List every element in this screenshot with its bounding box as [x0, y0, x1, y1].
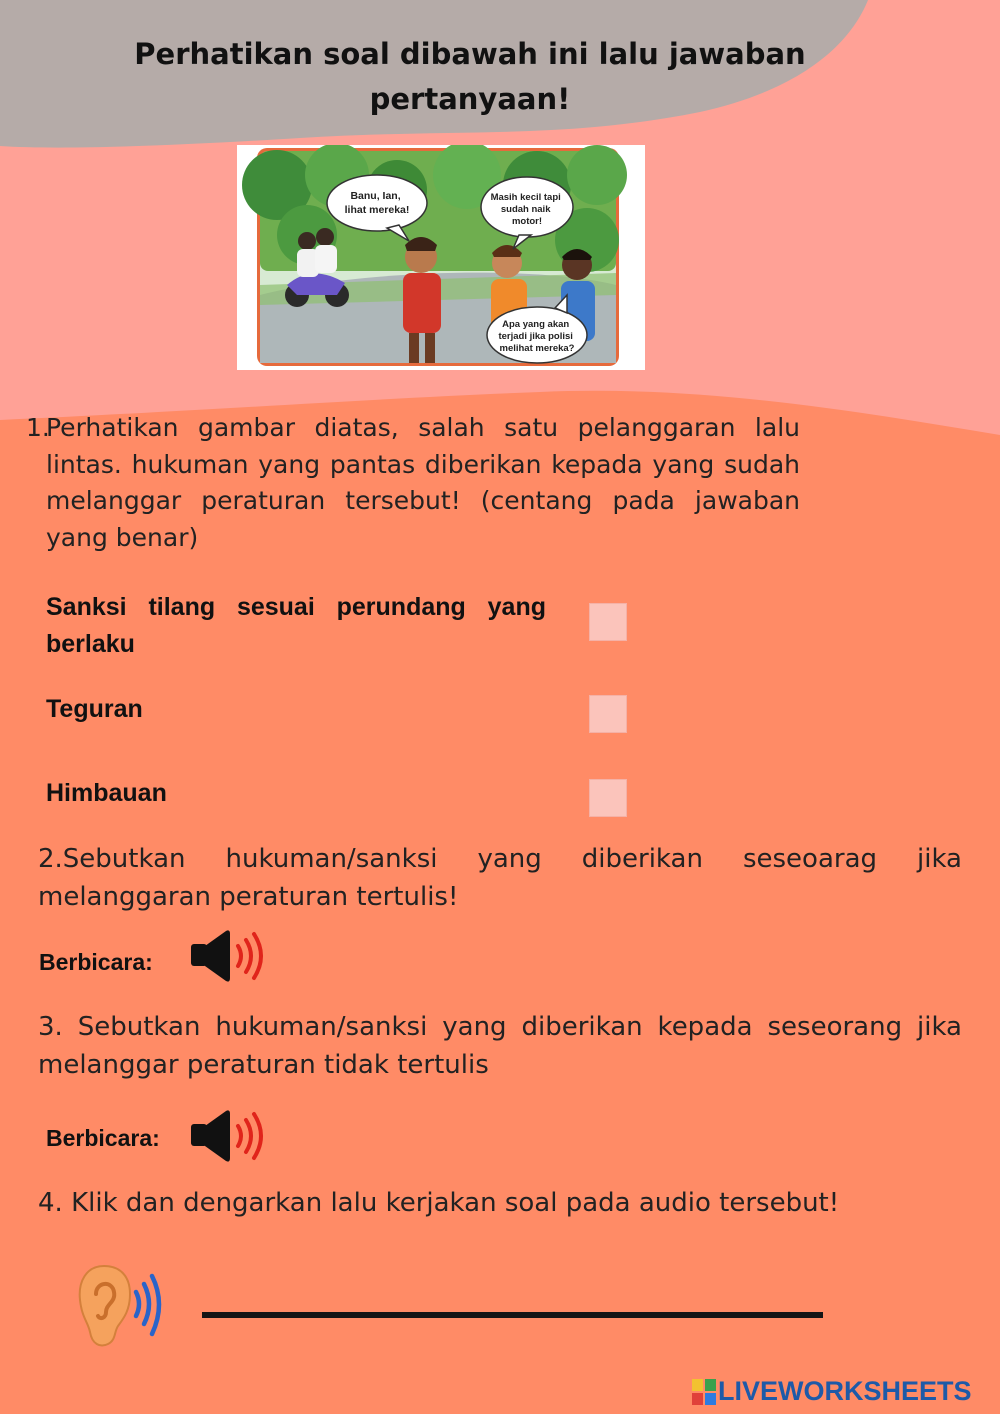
option-teguran: Teguran — [46, 695, 143, 723]
question-3-text: 3. Sebutkan hukuman/sanksi yang diberikan kepada seseorang jika melanggar peraturan tidak tertulis — [38, 1012, 962, 1080]
question-1-number: 1. — [26, 413, 50, 442]
speak-label-2: Berbicara: — [46, 1125, 160, 1151]
option-himbauan: Himbauan — [46, 779, 167, 807]
bubble2-line3: motor! — [511, 216, 543, 227]
bubble1-line1: Banu, Ian, — [350, 190, 401, 202]
question-4-text: 4. Klik dan dengarkan lalu kerjakan soal pada audio tersebut! — [38, 1188, 840, 1218]
bubble3-line2: terjadi jika polisi — [498, 331, 573, 342]
bubble3-line3: melihat mereka? — [499, 343, 575, 354]
speak-label-1: Berbicara: — [39, 949, 153, 975]
bubble1-line2: lihat mereka! — [344, 204, 410, 216]
checkbox-himbauan[interactable] — [589, 779, 627, 817]
brand-name: LIVEWORKSHEETS — [718, 1376, 972, 1406]
bubble2-line2: sudah naik — [500, 204, 551, 215]
option-sanksi-tilang: Sanksi tilang sesuai perundang yang berlaku — [46, 593, 546, 658]
speaker-icon[interactable] — [188, 928, 268, 984]
svg-text:Apa yang akan terjadi ji — [498, 319, 575, 354]
ear-icon[interactable] — [74, 1260, 166, 1350]
page-title: Perhatikan soal dibawah ini lalu jawaban pertanyaan! — [134, 37, 806, 116]
liveworksheets-logo — [692, 1379, 716, 1405]
bubble2-line1: Masih kecil tapi — [490, 192, 561, 203]
bubble3-line1: Apa yang akan — [502, 319, 570, 330]
question-1-text: Perhatikan gambar diatas, salah satu pelanggaran lalu lintas. hukuman yang pantas diberikan kepada yang sudah melanggar peraturan tersebut! (centang pada jawaban yang benar) — [46, 413, 800, 552]
question-1 — [26, 410, 800, 556]
checkbox-teguran[interactable] — [589, 695, 627, 733]
answer-line[interactable] — [202, 1312, 823, 1318]
liveworksheets-brand[interactable] — [692, 1376, 972, 1407]
question-2-text: 2.Sebutkan hukuman/sanksi yang diberikan seseoarag jika melanggaran peraturan tertulis! — [38, 844, 962, 912]
checkbox-sanksi-tilang[interactable] — [589, 603, 627, 641]
illustration-traffic-violation — [237, 145, 645, 370]
speaker-icon[interactable] — [188, 1108, 268, 1164]
